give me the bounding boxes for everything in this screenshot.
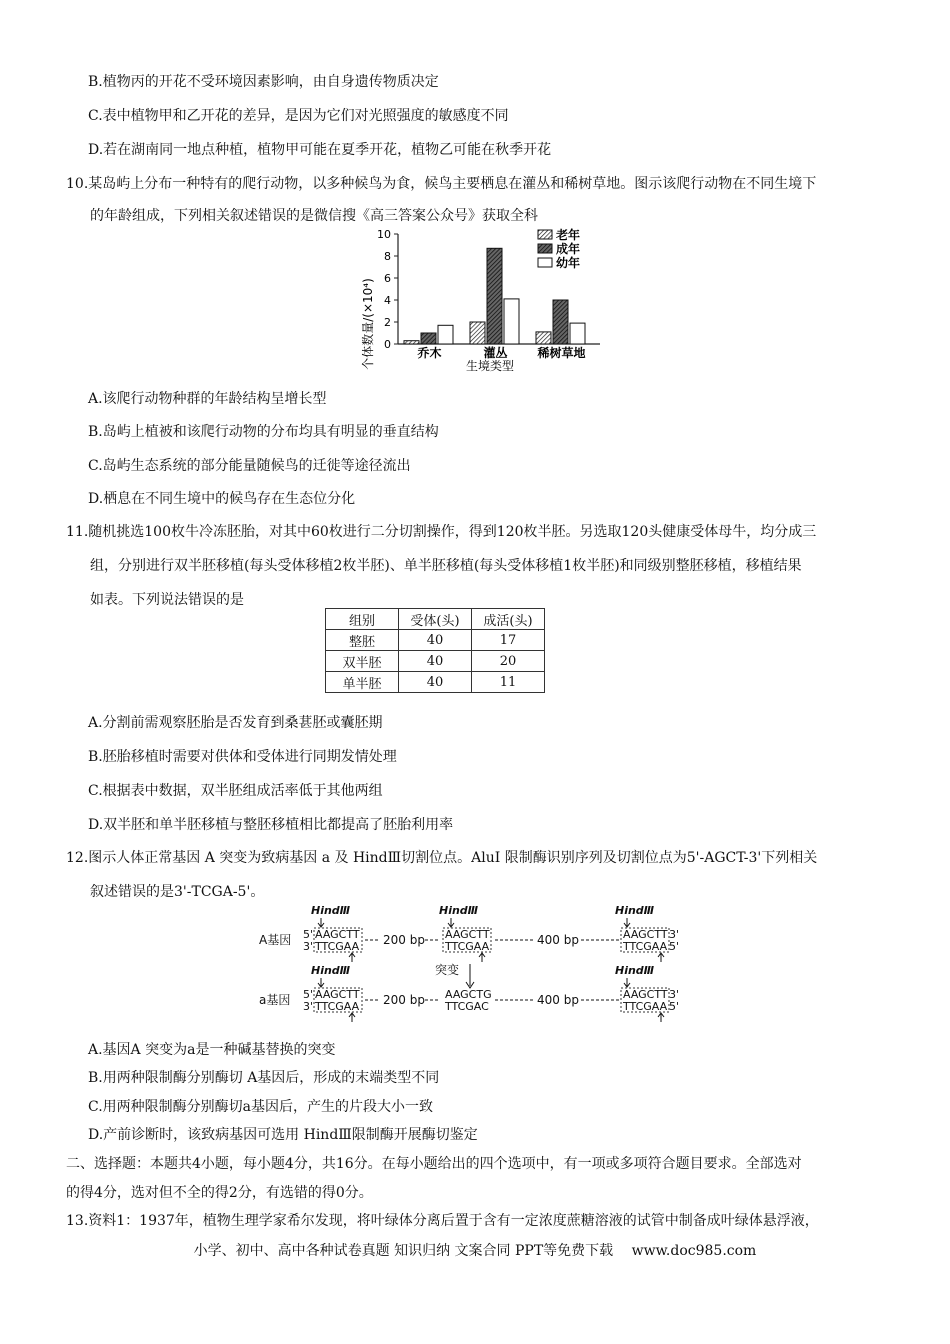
seq-bottom: TTCGAA bbox=[623, 1000, 668, 1013]
strand-5-prime: 5' bbox=[669, 940, 680, 953]
strand-3-prime: 3' bbox=[303, 940, 314, 953]
bp400-label: 400 bp bbox=[537, 933, 579, 947]
table-cell: 40 bbox=[399, 630, 472, 651]
mutant-seq-top: AAGCTG bbox=[445, 988, 492, 1001]
strand-3-prime: 3' bbox=[303, 1000, 314, 1013]
seq-top: AAGCTT bbox=[445, 928, 490, 941]
bar-幼年 bbox=[570, 323, 585, 344]
q12-stem-line2: 叙述错误的是3'-TCGA-5'。 bbox=[90, 884, 265, 900]
q11-option-c: C.根据表中数据，双半胚组成活率低于其他两组 bbox=[88, 783, 383, 799]
q12-option-a: A.基因A 突变为a是一种碱基替换的突变 bbox=[88, 1042, 336, 1058]
y-tick-label: 6 bbox=[384, 272, 391, 285]
legend-label: 幼年 bbox=[556, 256, 581, 270]
bar-老年 bbox=[536, 332, 551, 344]
table-cell: 20 bbox=[472, 651, 545, 672]
y-tick-label: 4 bbox=[384, 294, 391, 307]
table-cell: 40 bbox=[399, 672, 472, 693]
y-tick-label: 8 bbox=[384, 250, 391, 263]
strand-3-prime: 3' bbox=[669, 928, 680, 941]
y-tick-label: 0 bbox=[384, 338, 391, 351]
table-header-cell: 成活(头) bbox=[472, 609, 545, 630]
mutation-arrow-icon bbox=[466, 964, 474, 988]
q11-option-b: B.胚胎移植时需要对供体和受体进行同期发情处理 bbox=[88, 749, 397, 765]
x-category-label: 乔木 bbox=[417, 346, 442, 360]
mutation-label: 突变 bbox=[435, 963, 460, 977]
q10-option-b: B.岛屿上植被和该爬行动物的分布均具有明显的垂直结构 bbox=[88, 424, 439, 440]
seq-bottom: TTCGAA bbox=[315, 940, 360, 953]
legend-swatch bbox=[538, 244, 552, 253]
gene-mutation-diagram bbox=[255, 902, 705, 1027]
strand-5-prime: 5' bbox=[303, 928, 314, 941]
cut-arrow-up-icon bbox=[349, 1013, 355, 1022]
gene-a-mutant-label: a基因 bbox=[259, 993, 291, 1007]
cut-arrow-down-icon bbox=[318, 978, 324, 987]
table-header-row bbox=[326, 609, 545, 630]
table-header-cell: 组别 bbox=[326, 609, 399, 630]
q10-stem-line2: 的年龄组成，下列相关叙述错误的是微信搜《高三答案公众号》获取全科 bbox=[90, 208, 538, 224]
legend-swatch bbox=[538, 258, 552, 267]
legend-label: 老年 bbox=[556, 228, 581, 242]
bp400-label: 400 bp bbox=[537, 993, 579, 1007]
y-tick-label: 10 bbox=[377, 228, 391, 241]
cut-arrow-down-icon bbox=[318, 918, 324, 927]
cut-arrow-down-icon bbox=[624, 978, 630, 987]
table-cell: 整胚 bbox=[326, 630, 399, 651]
q10-option-d: D.栖息在不同生境中的候鸟存在生态位分化 bbox=[88, 491, 356, 507]
seq-top: AAGCTT bbox=[315, 928, 360, 941]
transplant-results-table bbox=[325, 608, 545, 693]
bar-幼年 bbox=[438, 325, 453, 344]
x-category-label: 稀树草地 bbox=[537, 346, 586, 360]
q12-option-b: B.用两种限制酶分别酶切 A基因后，形成的末端类型不同 bbox=[88, 1070, 440, 1086]
x-category-label: 灌丛 bbox=[483, 346, 508, 360]
q11-option-d: D.双半胚和单半胚移植与整胚移植相比都提高了胚胎利用率 bbox=[88, 817, 454, 833]
seq-bottom: TTCGAA bbox=[623, 940, 668, 953]
age-structure-bar-chart bbox=[350, 224, 620, 374]
q12-option-d: D.产前诊断时，该致病基因可选用 HindⅢ限制酶开展酶切鉴定 bbox=[88, 1127, 478, 1143]
hind3-label: HindⅢ bbox=[615, 904, 655, 917]
bp200-label: 200 bp bbox=[383, 933, 425, 947]
bar-老年 bbox=[470, 322, 485, 344]
cut-arrow-up-icon bbox=[658, 953, 664, 962]
table-cell: 单半胚 bbox=[326, 672, 399, 693]
seq-top: AAGCTT bbox=[623, 988, 668, 1001]
strand-5-prime: 5' bbox=[303, 988, 314, 1001]
strand-5-prime: 5' bbox=[669, 1000, 680, 1013]
y-tick-label: 2 bbox=[384, 316, 391, 329]
legend-swatch bbox=[538, 230, 552, 239]
page-footer: 小学、初中、高中各种试卷真题 知识归纳 文案合同 PPT等免费下载 www.doc985.com bbox=[193, 1243, 757, 1259]
bar-幼年 bbox=[504, 299, 519, 344]
table-cell: 双半胚 bbox=[326, 651, 399, 672]
table-cell: 40 bbox=[399, 651, 472, 672]
cut-arrow-down-icon bbox=[624, 918, 630, 927]
q11-stem-line2: 组，分别进行双半胚移植(每头受体移植2枚半胚)、单半胚移植(每头受体移植1枚半胚)和同级别整胚移植，移植结果 bbox=[90, 558, 802, 574]
cut-arrow-up-icon bbox=[349, 953, 355, 962]
legend-label: 成年 bbox=[556, 242, 581, 256]
q11-option-a: A.分割前需观察胚胎是否发育到桑葚胚或囊胚期 bbox=[88, 715, 383, 731]
q13-stem-line1: 13.资料1：1937年，植物生理学家希尔发现，将叶绿体分离后置于含有一定浓度蔗糖溶液的试管中制备成叶绿体悬浮液， bbox=[66, 1213, 819, 1229]
cut-arrow-down-icon bbox=[448, 918, 454, 927]
q11-stem-line1: 11.随机挑选100枚牛冷冻胚胎，对其中60枚进行二分切割操作，得到120枚半胚。另选取120头健康受体母牛，均分成三 bbox=[66, 524, 817, 540]
y-axis-title bbox=[360, 278, 375, 370]
table-header-cell: 受体(头) bbox=[399, 609, 472, 630]
table-row bbox=[326, 651, 545, 672]
q10-option-a: A.该爬行动物种群的年龄结构呈增长型 bbox=[88, 391, 327, 407]
section2-instructions-line1: 二、选择题：本题共4小题，每小题4分，共16分。在每小题给出的四个选项中，有一项或多项符合题目要求。全部选对 bbox=[66, 1156, 802, 1172]
q11-stem-line3: 如表。下列说法错误的是 bbox=[90, 592, 244, 608]
seq-top: AAGCTT bbox=[623, 928, 668, 941]
mutant-seq-bottom: TTCGAC bbox=[445, 1000, 489, 1013]
bar-老年 bbox=[404, 341, 419, 344]
table-row bbox=[326, 672, 545, 693]
strand-3-prime: 3' bbox=[669, 988, 680, 1001]
table-row bbox=[326, 630, 545, 651]
q9-option-d: D.若在湖南同一地点种植，植物甲可能在夏季开花，植物乙可能在秋季开花 bbox=[88, 142, 552, 158]
bar-成年 bbox=[553, 300, 568, 344]
q9-option-c: C.表中植物甲和乙开花的差异，是因为它们对光照强度的敏感度不同 bbox=[88, 108, 509, 124]
q10-stem-line1: 10.某岛屿上分布一种特有的爬行动物，以多种候鸟为食，候鸟主要栖息在灌丛和稀树草地。图示该爬行动物在不同生境下 bbox=[66, 176, 817, 192]
seq-bottom: TTCGAA bbox=[445, 940, 490, 953]
gene-a-label: A基因 bbox=[259, 933, 292, 947]
q12-option-c: C.用两种限制酶分别酶切a基因后，产生的片段大小一致 bbox=[88, 1099, 434, 1115]
hind3-label: HindⅢ bbox=[311, 964, 351, 977]
q9-option-b: B.植物丙的开花不受环境因素影响，由自身遗传物质决定 bbox=[88, 74, 439, 90]
cut-arrow-up-icon bbox=[658, 1013, 664, 1022]
seq-top: AAGCTT bbox=[315, 988, 360, 1001]
cut-arrow-up-icon bbox=[479, 953, 485, 962]
hind3-label: HindⅢ bbox=[439, 904, 479, 917]
seq-bottom: TTCGAA bbox=[315, 1000, 360, 1013]
y-axis-label: 个体数量/(×10⁴) bbox=[361, 278, 375, 370]
bar-成年 bbox=[487, 248, 502, 344]
q10-option-c: C.岛屿生态系统的部分能量随候鸟的迁徙等途径流出 bbox=[88, 458, 411, 474]
table-cell: 17 bbox=[472, 630, 545, 651]
q12-stem-line1: 12.图示人体正常基因 A 突变为致病基因 a 及 HindⅢ切割位点。AluⅠ 限制酶识别序列及切割位点为5'-AGCT-3'下列相关 bbox=[66, 850, 818, 866]
hind3-label: HindⅢ bbox=[615, 964, 655, 977]
hind3-label: HindⅢ bbox=[311, 904, 351, 917]
table-cell: 11 bbox=[472, 672, 545, 693]
bp200-label: 200 bp bbox=[383, 993, 425, 1007]
section2-instructions-line2: 的得4分，选对但不全的得2分，有选错的得0分。 bbox=[66, 1185, 373, 1201]
bar-成年 bbox=[421, 333, 436, 344]
x-axis-label: 生境类型 bbox=[465, 359, 515, 373]
